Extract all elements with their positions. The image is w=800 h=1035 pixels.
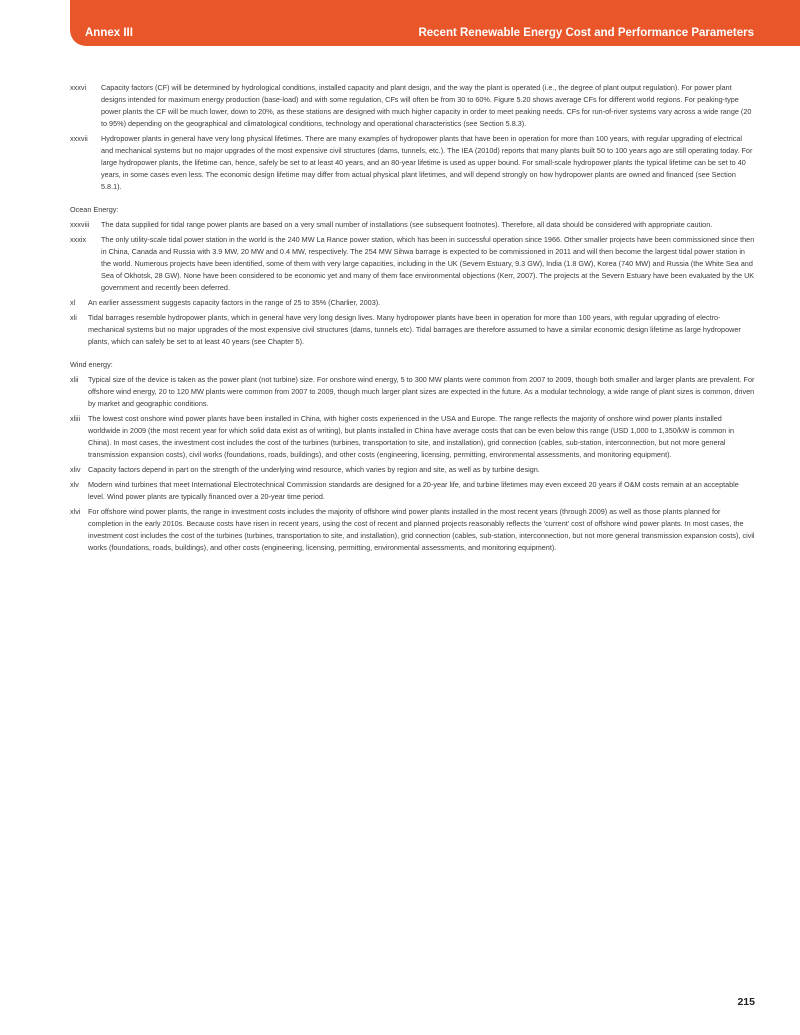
footnote-text: The data supplied for tidal range power plants are based on a very small number of installations (see subsequent footnotes). Therefore, all data should be considered with appropriate caution. xyxy=(101,220,713,229)
wind-energy-heading: Wind energy: xyxy=(70,360,113,369)
footnote-text: Typical size of the device is taken as the power plant (not turbine) size. For onshore wind energy, 5 to 300 MW plants were common from 2007 to 2009, though both smaller and larger plants are prevalent. For offshore wind energy, 20 to 120 MW plants were common from 2007 to 2009, though much larger plant sizes are expected in the future. As a modular technology, a wide range of plant sizes is common, driven by market and geographic conditions. xyxy=(88,375,755,408)
footnote-text: Capacity factors depend in part on the strength of the underlying wind resource, which varies by region and site, as well as by turbine design. xyxy=(88,465,540,474)
footnote-text: The lowest cost onshore wind power plants have been installed in China, with higher costs experienced in the USA and Europe. The range reflects the majority of onshore wind power plants installed worldwide in 2009 (the most recent year for which solid data exist as of writing), but plants installed in China have average costs that can be even below this range (USD 1,000 to 1,350/kW is common in China). In most cases, the investment cost includes the cost of the turbines (turbines, transportation to site, and installation), grid connection (cables, sub-station, interconnection, but not more general transmission expansion costs), civil works (foundations, roads, buildings), and other costs (engineering, licensing, permitting, environmental assessments, and monitoring equipment). xyxy=(88,414,734,459)
footnote-text: For offshore wind power plants, the range in investment costs includes the majority of offshore wind power plants installed in the most recent years (through 2009) as well as those plants planned for completion in the early 2010s. Because costs have risen in recent years, using the cost of recent and planned projects reasonably reflects the 'current' cost of offshore wind power plants. In most cases, the investment cost includes the cost of the turbines (turbines, transportation to site, and installation), grid connection (cables, sub-station, interconnection, but not more general transmission expansion costs), civil works (foundations, roads, buildings), and other costs (engineering, licensing, permitting, environmental assessments, and monitoring equipment). xyxy=(88,507,755,552)
footnote-number: xlv xyxy=(70,480,79,489)
footnote-number: xli xyxy=(70,313,77,322)
footnote xyxy=(70,234,756,294)
footnote-text: Hydropower plants in general have very long physical lifetimes. There are many examples of hydropower plants that have been in operation for more than 100 years, with regular upgrading of electrical and mechanical systems but no major upgrades of the most expensive civil structures (dams, tunnels, etc.). The IEA (2010d) reports that many plants built 50 to 100 years ago are still operating today. For large hydropower plants, the lifetime can, hence, safely be set to at least 40 years, and an 80-year lifetime is used as upper bound. For small-scale hydropower plants the typical lifetime can be set to 40 years, in some cases even less. The economic design lifetime may differ from actual physical plant lifetimes, and will depend strongly on how hydropower plants are owned and financed (see Section 5.8.1). xyxy=(101,134,753,191)
footnote xyxy=(70,464,756,476)
footnote-text: Tidal barrages resemble hydropower plants, which in general have very long design lives. Many hydropower plants have been in operation for more than 100 years, with regular upgrading of electro-mechanical systems but no major upgrades of the most expensive civil structures (dams, tunnels etc). Tidal barrages are therefore assumed to have a similar economic design lifetime as large hydropower plants, which can safely be set to at least 40 years (see Chapter 5). xyxy=(88,313,741,346)
footnote xyxy=(70,312,756,348)
footnote-number: xlvi xyxy=(70,507,81,516)
ocean-footnotes xyxy=(70,219,756,348)
footnote xyxy=(70,413,756,461)
footnote xyxy=(70,479,756,503)
footnote-number: xxxix xyxy=(70,235,87,244)
footnote xyxy=(70,374,756,410)
footnote-number: xxxviii xyxy=(70,220,90,229)
footnote xyxy=(70,82,756,130)
footnote xyxy=(70,297,756,309)
ocean-energy-heading: Ocean Energy: xyxy=(70,205,119,214)
footnote-number: xxxvi xyxy=(70,83,87,92)
annex-label: Annex III xyxy=(85,27,133,39)
footnote-number: xlii xyxy=(70,375,79,384)
footnote xyxy=(70,506,756,554)
footnotes-body xyxy=(70,82,756,557)
page-number: 215 xyxy=(737,996,755,1008)
wind-footnotes xyxy=(70,374,756,554)
footnote-number: xl xyxy=(70,298,76,307)
footnote-text: The only utility-scale tidal power station in the world is the 240 MW La Rance power station, which has been in successful operation since 1966. Other smaller projects have been commissioned since then in China, Canada and Russia with 3.9 MW, 20 MW and 0.4 MW, respectively. The 254 MW Sihwa barrage is expected to be commissioned in 2011 and will then become the largest tidal power station in the world. Numerous projects have been identified, some of them with very large capacities, including in the UK (Severn Estuary, 9.3 GW), India (1.8 GW), Korea (740 MW) and Russia (the White Sea and Sea of Okhotsk, 28 GW). None have been considered to be economic yet and many of them face environmental objections (Kerr, 2007). The projects at the Severn Estuary have been evaluated by the UK government and recently been deferred. xyxy=(101,235,755,292)
hydro-footnotes xyxy=(70,82,756,193)
page-header-bar xyxy=(70,0,800,46)
footnote xyxy=(70,219,756,231)
footnote-number: xxxvii xyxy=(70,134,88,143)
chapter-title: Recent Renewable Energy Cost and Performance Parameters xyxy=(418,27,754,39)
footnote-number: xliv xyxy=(70,465,81,474)
footnote-text: Modern wind turbines that meet International Electrotechnical Commission standards are designed for a 20-year life, and turbine lifetimes may even exceed 20 years if O&M costs remain at an acceptable level. Wind power plants are typically financed over a 20-year time period. xyxy=(88,480,739,501)
footnote-number: xliii xyxy=(70,414,81,423)
footnote-text: An earlier assessment suggests capacity factors in the range of 25 to 35% (Charlier, 2003). xyxy=(88,298,381,307)
footnote-text: Capacity factors (CF) will be determined by hydrological conditions, installed capacity and plant design, and the way the plant is operated (i.e., the degree of plant output regulation). For power plant designs intended for maximum energy production (base-load) and with some regulation, CFs will often be from 30 to 60%. Figure 5.20 shows average CFs for different world regions. For peaking-type power plants the CF will be much lower, down to 20%, as these stations are designed with much higher capacity in order to meet peaking needs. CFs for run-of-river systems vary across a wide range (20 to 95%) depending on the geographical and climatological conditions, technology and operational characteristics (see Section 5.8.3). xyxy=(101,83,752,128)
footnote xyxy=(70,133,756,193)
